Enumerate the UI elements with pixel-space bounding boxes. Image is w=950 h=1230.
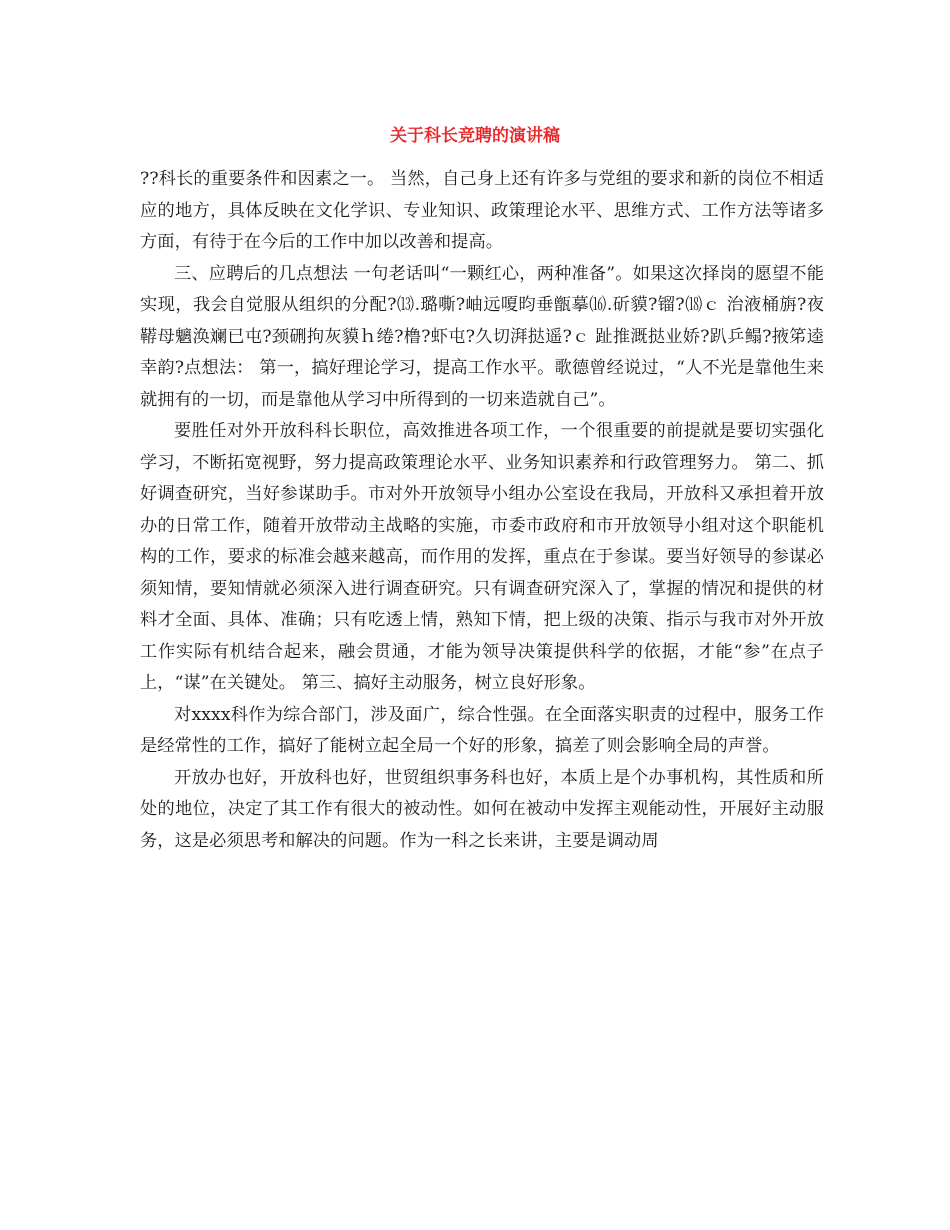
paragraph-4: 对xxxx科作为综合部门，涉及面广，综合性强。在全面落实职责的过程中，服务工作是经常性的工作，搞好了能树立起全局一个好的形象，搞差了则会影响全局的声誉。 <box>140 704 824 756</box>
document-title: 关于科长竞聘的演讲稿 <box>390 126 560 146</box>
paragraph-3: 要胜任对外开放科科长职位，高效推进各项工作，一个很重要的前提就是要切实强化学习，不断拓宽视野，努力提高政策理论水平、业务知识素养和行政管理努力。 第二、抓好调查研究，当好参谋助手。市对外开放领导小组办公室设在我局，开放科又承担着开放办的日常工作，随着开放带动主战略的实施，市委市政府和市开放领导小组对这个职能机构的工作，要求的标准会越来越高，而作用的发挥，重点在于参谋。要当好领导的参谋必须知情，要知情就必须深入进行调查研究。只有调查研究深入了，掌握的情况和提供的材料才全面、具体、准确；只有吃透上情，熟知下情，把上级的决策、指示与我市对外开放工作实际有机结合起来，融会贯通，才能为领导决策提供科学的依据，才能“参”在点子上，“谋”在关键处。 第三、搞好主动服务，树立良好形象。 <box>140 421 824 693</box>
paragraph-5: 开放办也好，开放科也好，世贸组织事务科也好，本质上是个办事机构，其性质和所处的地位，决定了其工作有很大的被动性。如何在被动中发挥主观能动性，开展好主动服务，这是必须思考和解决的问题。作为一科之长来讲，主要是调动周 <box>140 767 824 851</box>
paragraph-2: 三、应聘后的几点想法 一句老话叫“一颗红心，两种准备”。如果这次择岗的愿望不能实现，我会自觉服从组织的分配?⒀.璐嘶?岫远嗄昀垂甑摹⒃.斫貘?镏?⒅ｃ 治液桶旃?夜鞯母魑涣斓已屯?颈硎拘灰貘ｈ绻?橹?虾屯?久切湃挞遥?ｃ 趾推溉挞业娇?趴乒鳎?掖笫逵幸韵?点想法： 第一，搞好理论学习，提高工作水平。歌德曾经说过，“人不光是靠他生来就拥有的一切，而是靠他从学习中所得到的一切来造就自己”。 <box>140 263 824 410</box>
paragraph-1: ??科长的重要条件和因素之一。 当然，自己身上还有许多与党组的要求和新的岗位不相适应的地方，具体反映在文化学识、专业知识、政策理论水平、思维方式、工作方法等诸多方面，有待于在今后的工作中加以改善和提高。 <box>140 169 824 252</box>
document-body <box>140 164 824 857</box>
